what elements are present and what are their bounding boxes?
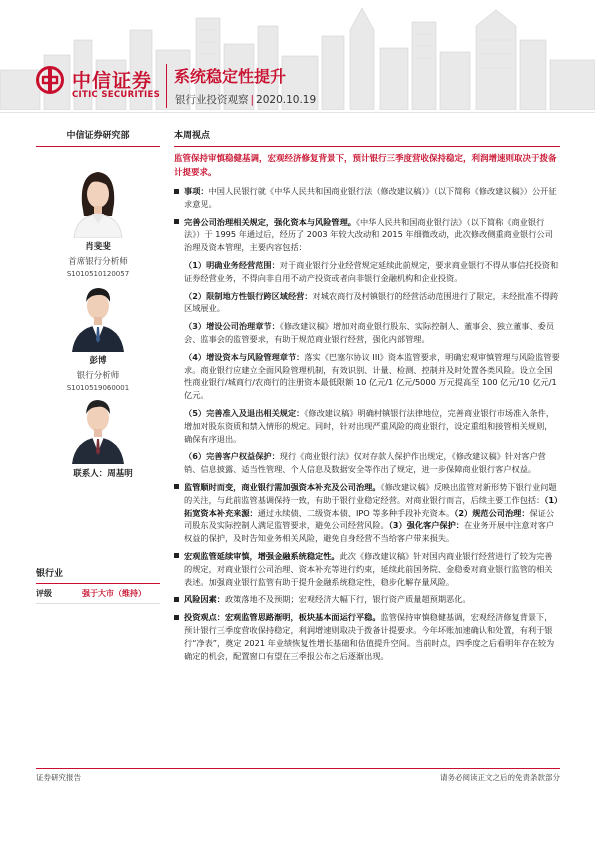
macro-paragraph	[174, 550, 560, 588]
view-label: 投资观点：宏观监管思路渐明，板块基本面运行平稳。	[184, 612, 381, 623]
reform-point-text: 通过永续债、二级资本债、IPO 等多种手段补充资本。	[257, 507, 455, 518]
item-label: （3）增设公司治理章节：	[184, 321, 280, 332]
lead-summary: 监管保持审慎稳健基调，宏观经济修复背景下，预计银行三季度营收保持稳定，利润增速则取决于拨备计提要求。	[174, 154, 557, 178]
list-item	[174, 407, 560, 445]
analyst-photo-male	[68, 278, 128, 352]
item-text: 《修改建议稿》增加对商业银行股东、实际控制人、董事会、独立董事、委员会、监事会的监管要求，有助于规范商业银行经营，强化内部管理。	[184, 321, 555, 344]
brand-name-cn: 中信证券	[72, 70, 153, 92]
main-content	[174, 128, 560, 662]
macro-text: 此次《修改建议稿》针对国内商业银行经营进行了较为完善的规定，对商业银行公司治理、资本补充等进行约束，延续此前国务院、金稳委对商业银行监管的相关表述。加强商业银行监管有助于提升金融系统稳定性，稳步化解存量风险。	[184, 550, 553, 587]
analyst-name: 彭博	[89, 356, 107, 366]
reform-point-text: 在业务开展中注意对客户权益的保护，及时告知业务相关风险，避免自身经营不当给客户带来损失。	[184, 520, 555, 544]
analyst-card	[36, 164, 160, 278]
governance-label: 完善公司治理相关规定，强化资本与风险管理。	[184, 216, 356, 227]
report-series: 银行业投资观察	[175, 94, 249, 106]
list-item	[174, 320, 560, 346]
report-date: 2020.10.19	[256, 94, 317, 106]
reform-paragraph	[174, 481, 560, 545]
list-item	[174, 290, 560, 316]
item-label: （4）增设资本与风险管理章节：	[184, 351, 305, 362]
analyst-photo-female	[68, 164, 128, 238]
footer-disclaimer: 请务必阅读正文之后的免责条款部分	[440, 773, 560, 782]
item-text: 《修改建议稿》明确村镇银行法律地位，完善商业银行市场准入条件，增加对股东资质和禁入情形的规定。同时，针对出现严重风险的商业银行，设定重组和接管相关规则，确保有序退出。	[184, 407, 555, 444]
citic-logo-icon	[36, 66, 64, 94]
analyst-license-id: S1010519060001	[66, 384, 130, 392]
item-text: 对于商业银行分业经营规定延续此前规定，要求商业银行不得从事信托投资和证券经营业务，不得向非自用不动产投资或者向非银行金融机构和企业投资。	[184, 259, 559, 283]
event-text: 中国人民银行就《中华人民共和国商业银行法（修改建议稿）》（以下简称《修改建议稿》）公开征求意见。	[184, 186, 557, 209]
sidebar	[36, 128, 160, 479]
list-item	[174, 259, 560, 285]
analyst-name: 肖斐斐	[85, 242, 111, 252]
reform-point-label: （3）强化客户保护：	[388, 520, 464, 531]
item-label: （5）完善准入及退出相关规定：	[184, 407, 305, 418]
header-divider	[166, 64, 167, 108]
analyst-role: 银行分析师	[76, 371, 120, 381]
analyst-role: 首席银行分析师	[68, 257, 128, 267]
item-label: （6）完善客户权益保护：	[184, 451, 280, 462]
reform-label: 监管顺时而变，商业银行需加强资本补充及公司治理。	[184, 481, 381, 492]
item-text: 现行《商业银行法》仅对存款人保护作出规定，《修改建议稿》针对客户营销、信息披露、适当性管理、个人信息及数据安全等作出了规定，进一步保障商业银行客户权益。	[184, 451, 546, 475]
rating-label: 评级	[36, 589, 52, 598]
section-title: 本周视点	[174, 128, 560, 147]
report-header	[0, 0, 595, 120]
reform-text: 《修改建议稿》反映出监管对新形势下银行业问题的关注，与此前监管基调保持一致，有助于银行业稳定经营。对商业银行而言，后续主要工作包括：	[184, 481, 557, 505]
department-label: 中信证券研究部	[36, 128, 160, 147]
event-paragraph	[174, 185, 560, 211]
brand-name-en: CITIC SECURITIES	[72, 90, 161, 100]
reform-point-label: （2）规范公司治理：	[454, 507, 530, 518]
view-text: 监管保持审慎稳健基调，宏观经济修复背景下，预计银行三季度营收保持稳定，利润增速则取决于拨备计提要求。今年坏账加速确认和处置，有利于银行“净表”，奠定 2021 年业绩恢复性增长基础和估值提升空间。当前时点，四季度之后看明年存在较为确定的机会，配置窗口有望在三季报公布之后逐渐出现。	[184, 612, 555, 661]
industry-rating-block	[36, 566, 160, 604]
event-label: 事项：	[184, 186, 209, 196]
item-text: 对城农商行及村镇银行的经营活动范围进行了限定，未经批准不得跨区域展业。	[184, 290, 559, 314]
view-paragraph	[174, 611, 560, 662]
analyst-card	[36, 278, 160, 392]
item-label: （2）限制地方性银行跨区域经营：	[184, 290, 313, 301]
governance-paragraph	[174, 216, 560, 254]
rating-row	[36, 584, 160, 604]
reform-point-label: （1）拓宽资本补充来源：	[184, 494, 559, 518]
subtitle-separator: |	[250, 94, 255, 106]
item-label: （1）明确业务经营范围：	[184, 259, 280, 270]
macro-label: 宏观监管延续审慎，增强金融系统稳定性。	[184, 550, 340, 561]
risk-label: 风险因素：	[184, 594, 225, 605]
report-title: 系统稳定性提升	[174, 67, 287, 86]
industry-label: 银行业	[36, 566, 160, 584]
risk-text: 政策落地不及预期；宏观经济大幅下行，银行资产质量超预期恶化。	[224, 594, 471, 605]
contact-name: 联系人：周基明	[73, 469, 133, 479]
list-item	[174, 351, 560, 402]
reform-point-text: 保证公司股东及实际控制人满足监管要求，避免公司经营风险。	[184, 507, 555, 531]
list-item	[174, 450, 560, 476]
header-rule	[0, 112, 595, 113]
report-subtitle	[175, 92, 316, 107]
risk-paragraph	[174, 593, 560, 606]
contact-card	[36, 390, 160, 479]
footer-label: 证券研究报告	[36, 773, 81, 782]
contact-photo-male	[68, 390, 128, 464]
analyst-license-id: S1010510120057	[66, 270, 130, 278]
governance-text: 《中华人民共和国商业银行法》（以下简称《商业银行法》）于 1995 年通过后，经历了 2003 年较大改动和 2015 年细微改动，此次修改侧重商业银行公司治理及资本管理，主要内容包括：	[184, 216, 553, 253]
rating-value: 强于大市（维持）	[82, 589, 146, 598]
footer-rule	[36, 768, 560, 769]
item-text: 落实《巴塞尔协议 III》资本监管要求，明确宏观审慎管理与风险监管要求。商业银行应建立全面风险管理机制，有效识别、计量、检测、控制并及时处置各类风险。设立全国性商业银行/城商行/农商行的注册资本最低限额 10 亿元/1 亿元/5000 万元提高至 100 亿元/10 亿元/1 亿元。	[184, 351, 560, 401]
